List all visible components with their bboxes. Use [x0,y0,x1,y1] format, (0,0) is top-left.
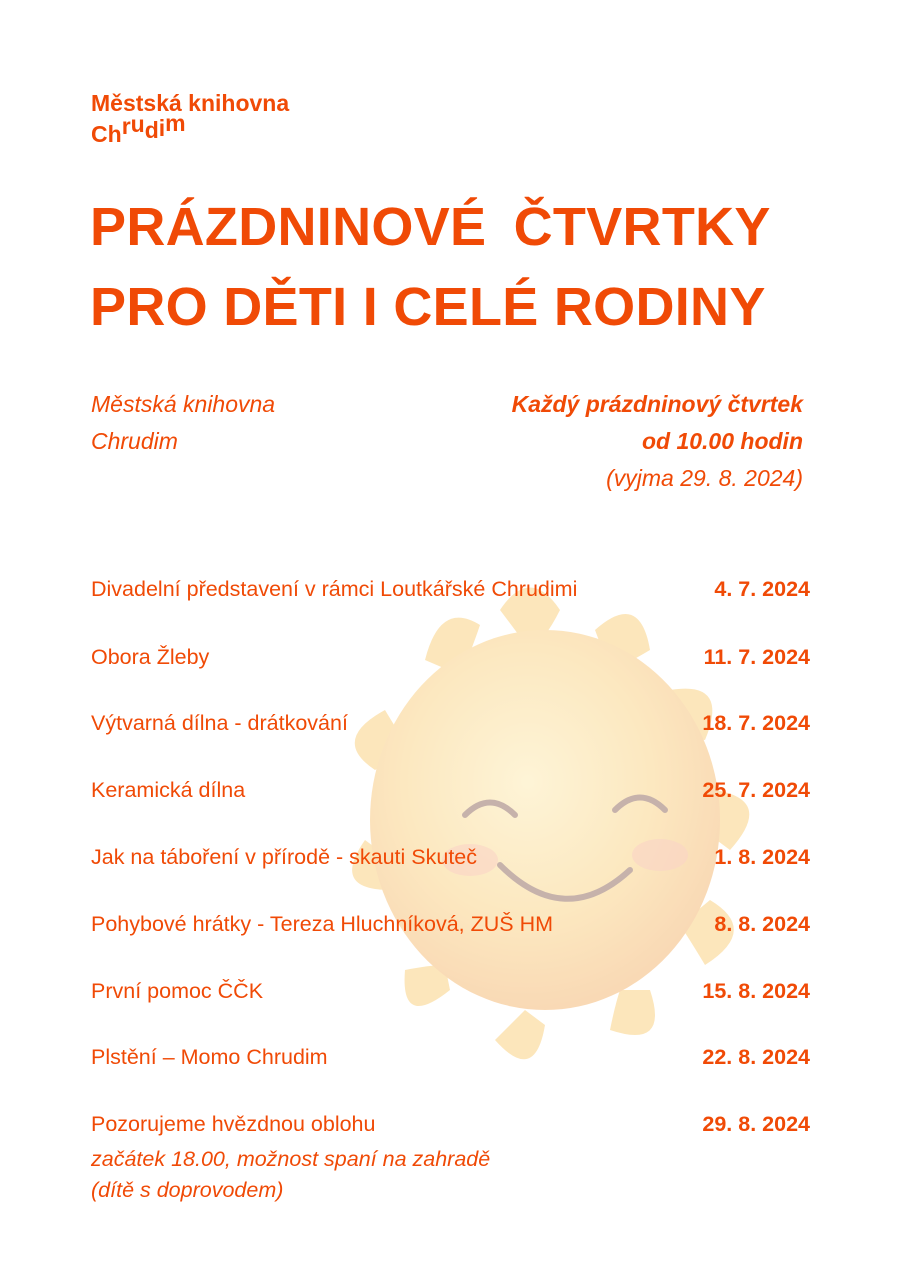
logo-letter: i [158,115,166,141]
event-note-line-1: začátek 18.00, možnost spaní na zahradě [91,1147,491,1171]
logo-letter: h [107,121,122,147]
event-name: Keramická dílna [91,778,246,802]
logo-line-1: Městská knihovna [91,90,290,116]
logo-letter: u [130,111,145,137]
venue-line-2: Chrudim [91,428,178,454]
logo-letter: C [91,121,108,147]
page-title-line-2: PRO DĚTI I CELÉ RODINY [90,277,766,337]
event-date: 18. 7. 2024 [702,711,810,735]
event-name: První pomoc ČČK [91,979,264,1003]
event-date: 15. 8. 2024 [702,979,810,1003]
event-name: Pozorujeme hvězdnou oblohu [91,1112,376,1136]
schedule-exception: (vyjma 29. 8. 2024) [606,465,803,491]
event-name: Výtvarná dílna - drátkování [91,711,348,735]
logo-letter: d [144,117,159,143]
event-note [91,1144,490,1206]
page-title-line-1: PRÁZDNINOVÉ ČTVRTKY [90,197,771,257]
schedule-info [512,386,803,497]
schedule-time: od 10.00 hodin [641,428,803,454]
logo-letter: r [121,113,131,139]
event-name: Divadelní představení v rámci Loutkářské Chrudimi [91,577,578,601]
logo-line-2 [91,110,289,150]
event-name: Plstění – Momo Chrudim [91,1045,328,1069]
event-date: 1. 8. 2024 [714,845,810,869]
event-date: 8. 8. 2024 [714,912,810,936]
event-name: Obora Žleby [91,645,210,669]
event-note-line-2: (dítě s doprovodem) [91,1178,284,1202]
logo-letter: m [165,110,186,136]
venue-info [91,386,275,460]
event-date: 4. 7. 2024 [714,577,810,601]
event-date: 29. 8. 2024 [702,1112,810,1136]
event-name: Pohybové hrátky - Tereza Hluchníková, ZUŠ HM [91,912,554,936]
event-date: 11. 7. 2024 [703,645,810,669]
event-name: Jak na táboření v přírodě - skauti Skuteč [91,845,478,869]
event-date: 22. 8. 2024 [702,1045,810,1069]
event-date: 25. 7. 2024 [702,778,810,802]
library-logo [91,88,289,150]
venue-line-1: Městská knihovna [91,391,276,417]
schedule-day: Každý prázdninový čtvrtek [511,391,803,417]
